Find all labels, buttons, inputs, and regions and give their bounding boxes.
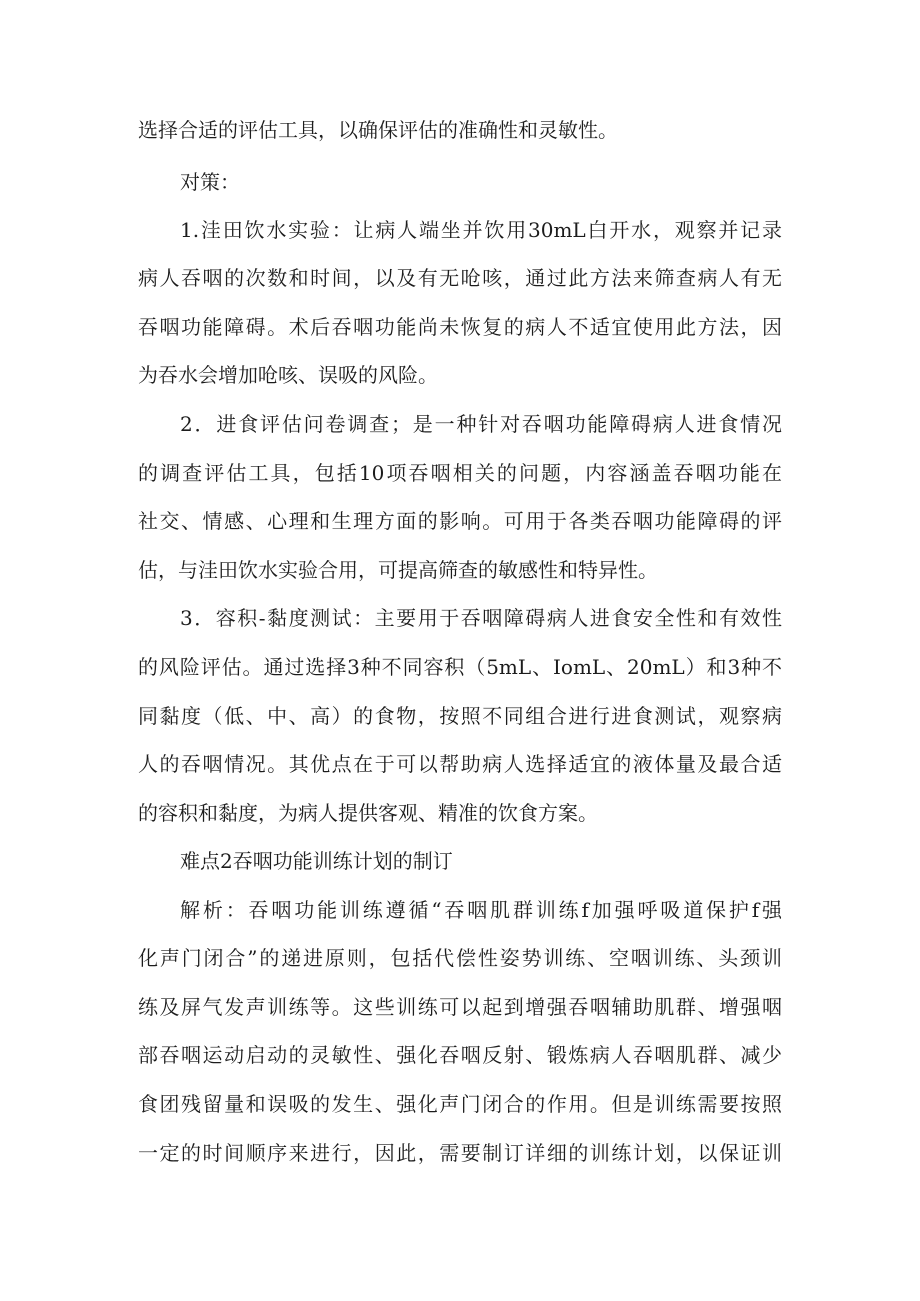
paragraph-line: 食团残留量和误吸的发生、强化声门闭合的作用。但是训练需要按照 xyxy=(138,1092,782,1116)
paragraph-line: 练及屏气发声训练等。这些训练可以起到增强吞咽辅助肌群、增强咽 xyxy=(138,995,782,1019)
paragraph-line: 吞咽功能障碍。术后吞咽功能尚未恢复的病人不适宜使用此方法，因 xyxy=(138,315,782,339)
paragraph-line: 的风险评估。通过选择3种不同容积（5mL、IomL、20mL）和3种不 xyxy=(138,655,782,679)
paragraph-line: 病人吞咽的次数和时间，以及有无呛咳，通过此方法来筛查病人有无 xyxy=(138,266,782,290)
paragraph-line: 一定的时间顺序来进行，因此，需要制订详细的训练计划，以保证训 xyxy=(138,1141,782,1165)
paragraph-line: 为吞水会增加呛咳、误吸的风险。 xyxy=(138,363,438,387)
paragraph-line: 的调查评估工具，包括10项吞咽相关的问题，内容涵盖吞咽功能在 xyxy=(138,461,782,485)
paragraph-line: 2．进食评估问卷调查；是一种针对吞咽功能障碍病人进食情况 xyxy=(180,412,782,436)
paragraph-line: 解析：吞咽功能训练遵循“吞咽肌群训练f加强呼吸道保护f强 xyxy=(180,898,782,922)
paragraph-line: 化声门闭合”的递进原则，包括代偿性姿势训练、空咽训练、头颈训 xyxy=(138,946,782,970)
paragraph-line: 部吞咽运动启动的灵敏性、强化吞咽反射、锻炼病人吞咽肌群、减少 xyxy=(138,1043,782,1067)
paragraph-line: 社交、情感、心理和生理方面的影响。可用于各类吞咽功能障碍的评 xyxy=(138,509,782,533)
section-heading: 难点2吞咽功能训练计划的制订 xyxy=(180,849,453,873)
paragraph-line: 同黏度（低、中、高）的食物，按照不同组合进行进食测试，观察病 xyxy=(138,704,782,728)
paragraph-line: 的容积和黏度，为病人提供客观、精准的饮食方案。 xyxy=(138,801,598,825)
paragraph-line: 1.洼田饮水实验：让病人端坐并饮用30mL白开水，观察并记录 xyxy=(180,218,782,242)
paragraph-line: 估，与洼田饮水实验合用，可提高筛查的敏感性和特异性。 xyxy=(138,558,658,582)
paragraph-line: 3．容积-黏度测试：主要用于吞咽障碍病人进食安全性和有效性 xyxy=(180,606,782,630)
paragraph-line: 选择合适的评估工具，以确保评估的准确性和灵敏性。 xyxy=(138,118,618,142)
countermeasures-heading: 对策： xyxy=(180,170,240,194)
paragraph-line: 人的吞咽情况。其优点在于可以帮助病人选择适宜的液体量及最合适 xyxy=(138,752,782,776)
